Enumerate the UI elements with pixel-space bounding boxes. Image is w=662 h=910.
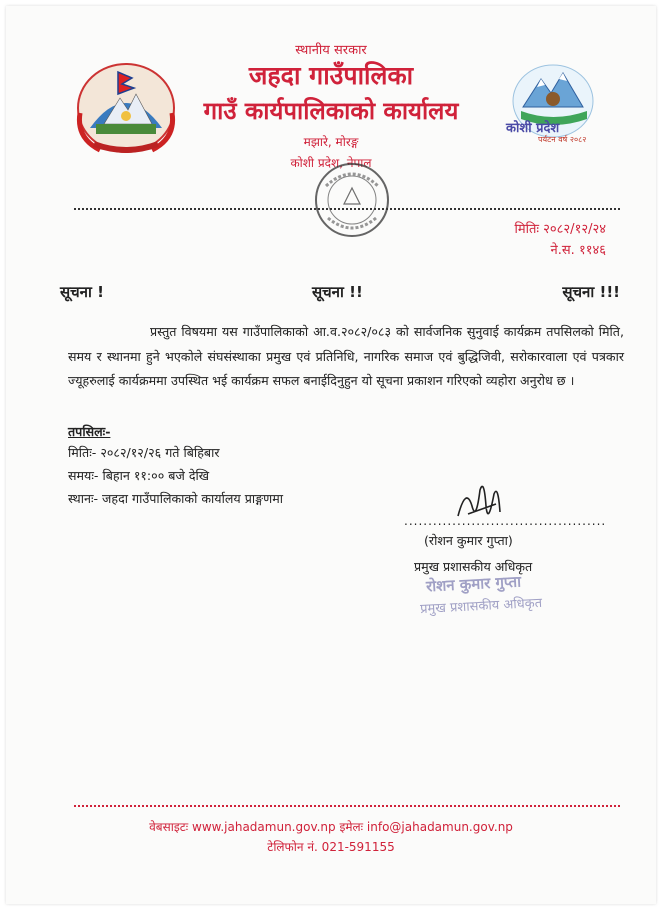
- letter-page: [6, 6, 656, 904]
- signature-dots: ..........................................: [404, 514, 607, 528]
- signatory-title: प्रमुख प्रशासकीय अधिकृत: [414, 559, 533, 574]
- address-line-2: कोशी प्रदेश, नेपाल: [290, 156, 372, 170]
- footer-phone: टेलिफोन नं. 021-591155: [267, 840, 395, 854]
- notice-body: [68, 320, 624, 394]
- koshi-logo-text: कोशी प्रदेश: [506, 121, 560, 136]
- letter-date: मितिः २०८२/१२/२४: [514, 222, 606, 237]
- reference-number: ने.स. ११४६: [550, 243, 606, 258]
- notice-heading-right: सूचना !!!: [562, 283, 620, 301]
- notice-body-text: प्रस्तुत विषयमा यस गाउँपालिकाको आ.व.२०८२/०८३ को सार्वजनिक सुनुवाई कार्यक्रम तपसिलको मिति, समय र स्थानमा हुने भएकोले संघसंस्थाका प्रमुख एवं प्रतिनिधि, नागरिक समाज एवं बुद्धिजिवी, सरोकारवाला एवं पत्रकार ज्यूहरुलाई कार्यक्रममा उपस्थित भई कार्यक्रम सफल बनाईदिनुहुन यो सूचना प्रकाशन गरिएको व्यहोरा अनुरोध छ ।: [68, 324, 624, 388]
- title-stamp: प्रमुख प्रशासकीय अधिकृत: [419, 595, 543, 618]
- office-seal-icon: [306, 158, 398, 242]
- office-name: गाउँ कार्यपालिकाको कार्यालय: [203, 97, 459, 125]
- name-stamp: रोशन कुमार गुप्ता: [425, 572, 522, 596]
- koshi-logo-subtitle: पर्यटन वर्ष २०८२: [538, 135, 587, 144]
- detail-time: समयः- बिहान ११:०० बजे देखि: [68, 468, 210, 483]
- signatory-name: (रोशन कुमार गुप्ता): [424, 533, 513, 548]
- footer-divider: [74, 805, 620, 807]
- notice-heading-center: सूचना !!: [312, 283, 363, 301]
- municipality-name: जहदा गाउँपालिका: [248, 61, 414, 90]
- address-line-1: मझारे, मोरङ्ग: [303, 135, 359, 149]
- detail-place: स्थानः- जहदा गाउँपालिकाको कार्यालय प्राङ्गणमा: [68, 491, 284, 506]
- footer-contact: वेबसाइटः www.jahadamun.gov.np इमेलः info@jahadamun.gov.np: [149, 820, 513, 834]
- header-divider: [74, 208, 620, 210]
- details-heading: तपसिलः-: [68, 424, 111, 439]
- notice-heading-left: सूचना !: [60, 283, 104, 301]
- detail-date: मितिः- २०८२/१२/२६ गते बिहिबार: [68, 445, 220, 460]
- local-government-label: स्थानीय सरकार: [295, 43, 367, 58]
